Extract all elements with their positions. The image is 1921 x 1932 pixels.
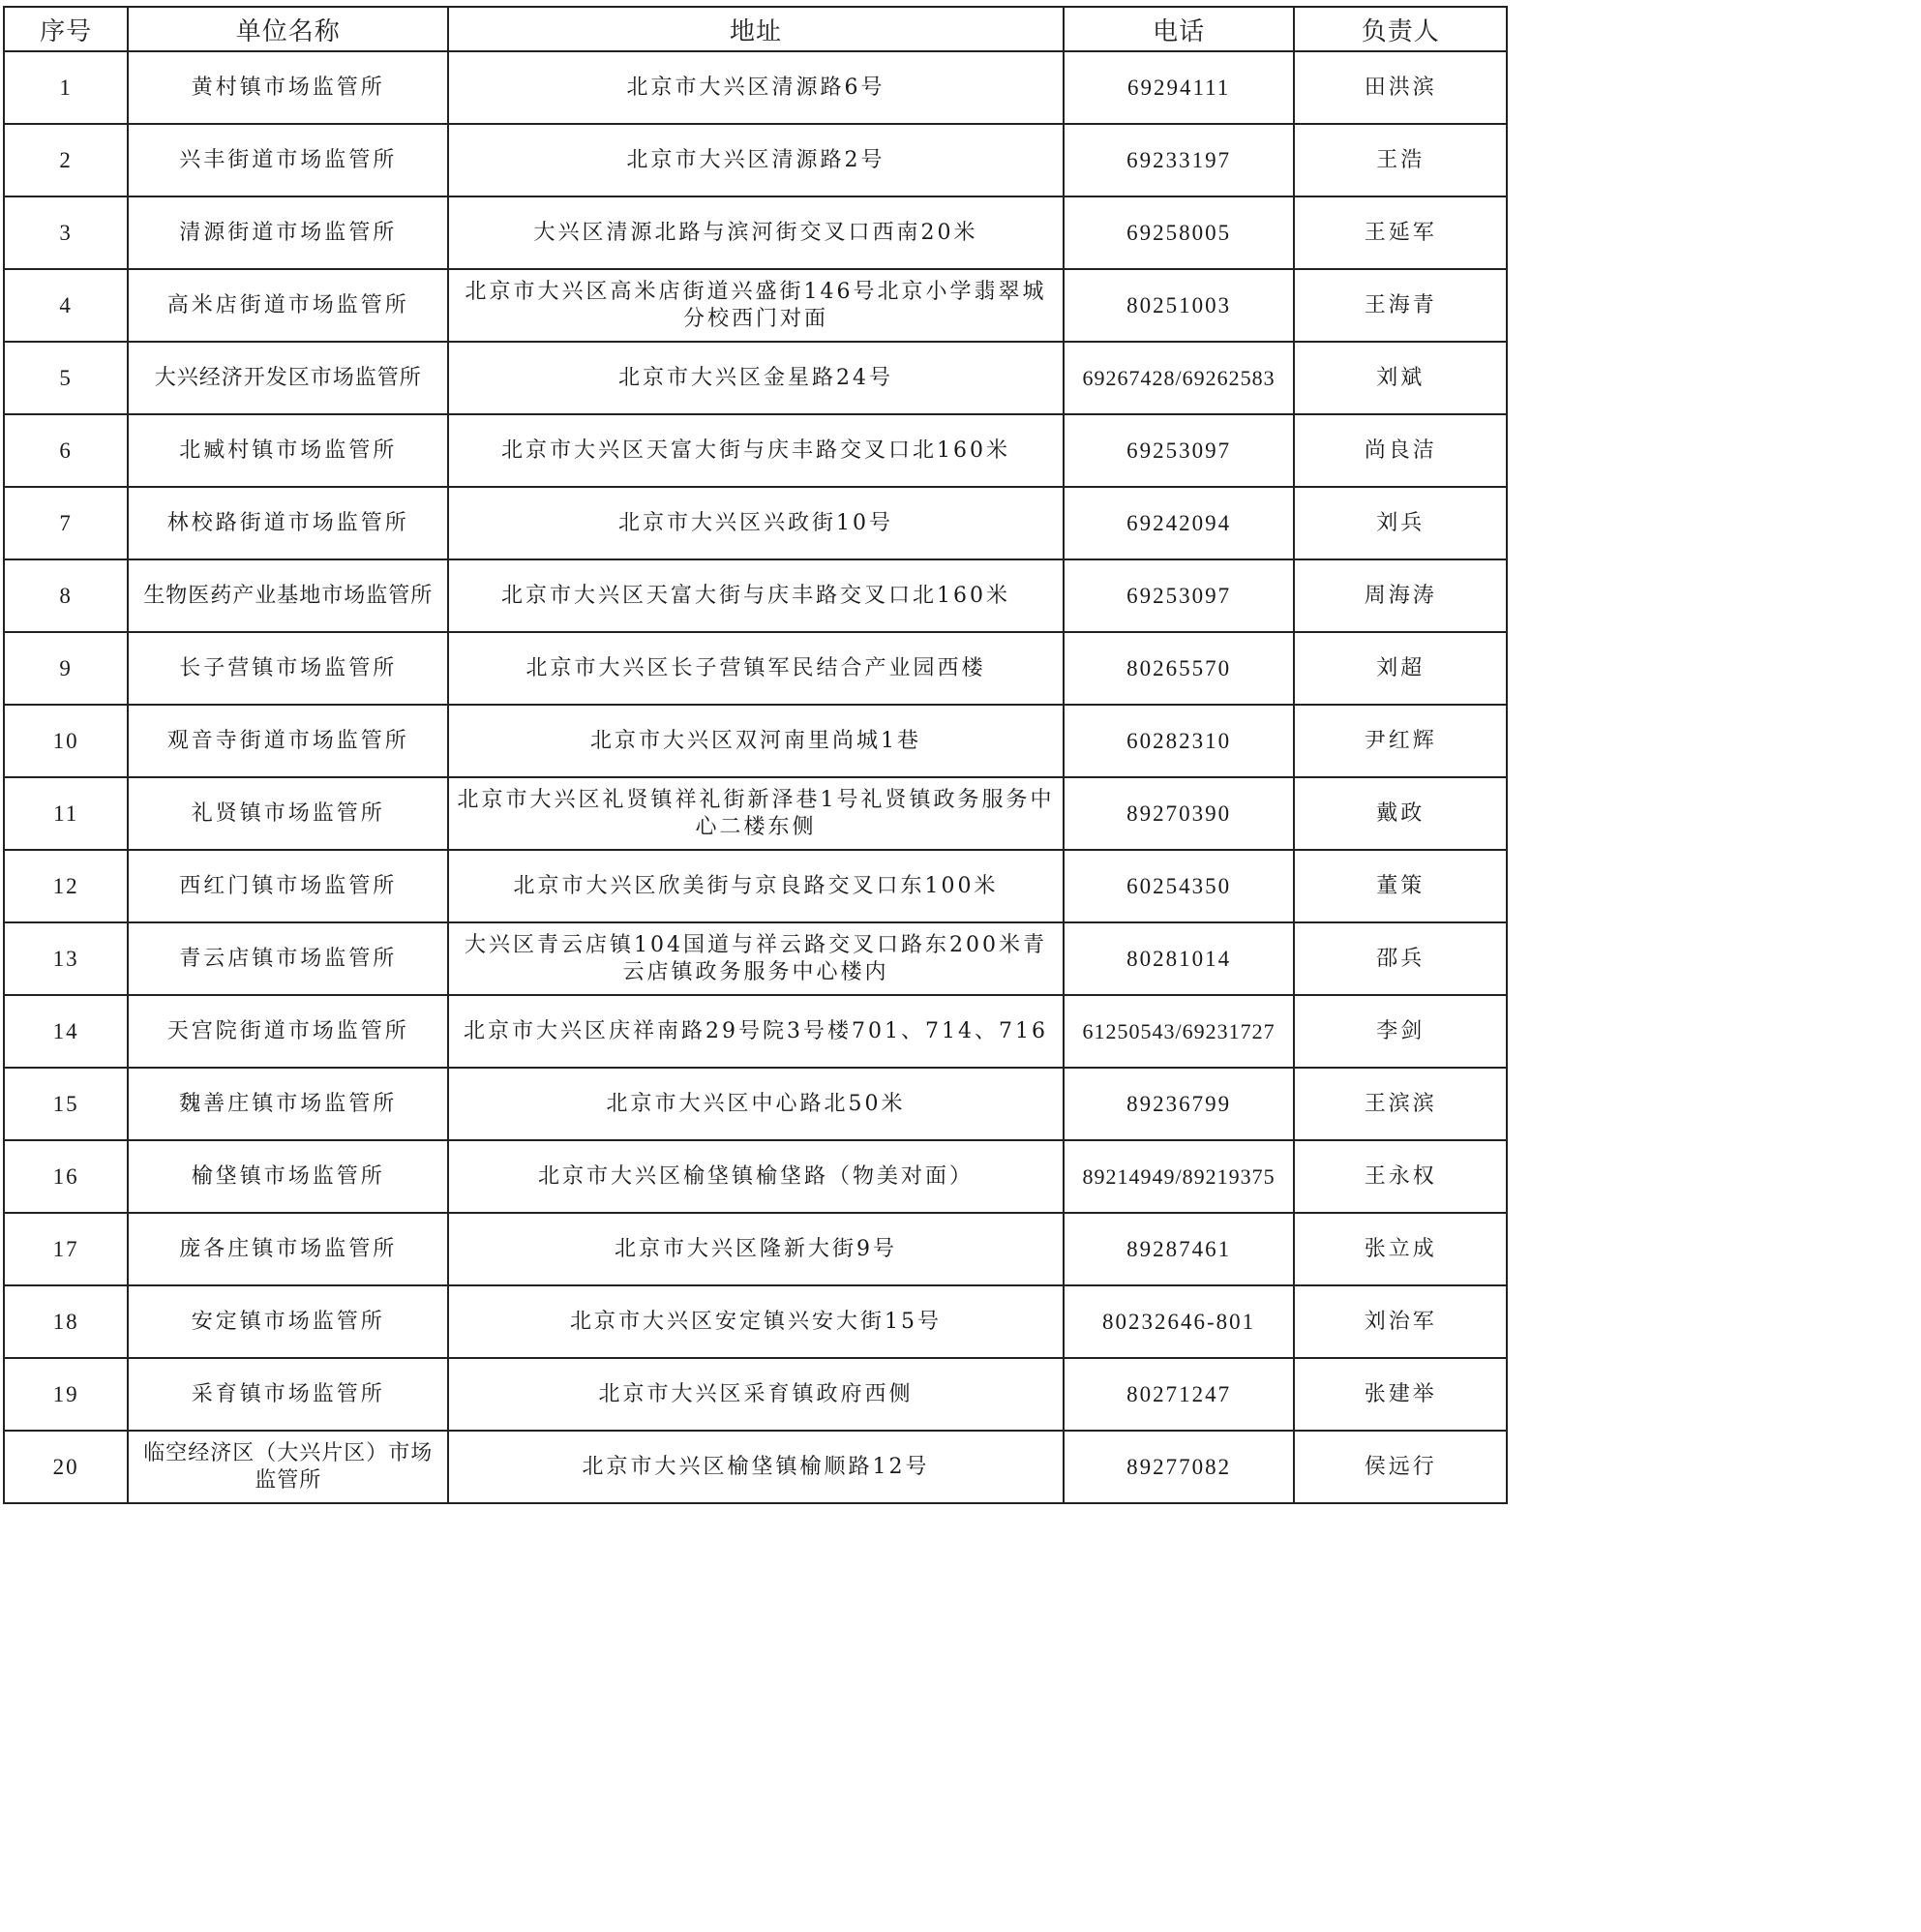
- cell-unit-name: 兴丰街道市场监管所: [128, 124, 448, 196]
- cell-unit-name: 西红门镇市场监管所: [128, 850, 448, 922]
- cell-person-in-charge: 张建举: [1294, 1358, 1507, 1431]
- cell-person-in-charge: 刘斌: [1294, 342, 1507, 414]
- cell-phone: 69267428/69262583: [1064, 342, 1295, 414]
- cell-phone: 69253097: [1064, 559, 1295, 632]
- cell-person-in-charge: 王滨滨: [1294, 1068, 1507, 1140]
- cell-address: 北京市大兴区安定镇兴安大街15号: [448, 1285, 1064, 1358]
- cell-address: 北京市大兴区榆垡镇榆垡路（物美对面）: [448, 1140, 1064, 1213]
- cell-phone: 69258005: [1064, 196, 1295, 269]
- cell-person-in-charge: 周海涛: [1294, 559, 1507, 632]
- cell-address: 北京市大兴区榆垡镇榆顺路12号: [448, 1431, 1064, 1503]
- table-row: [4, 632, 1507, 705]
- cell-person-in-charge: 田洪滨: [1294, 51, 1507, 124]
- cell-address: 北京市大兴区长子营镇军民结合产业园西楼: [448, 632, 1064, 705]
- table-row: [4, 414, 1507, 487]
- cell-unit-name: 黄村镇市场监管所: [128, 51, 448, 124]
- table-row: [4, 1431, 1507, 1503]
- cell-person-in-charge: 李剑: [1294, 995, 1507, 1068]
- cell-seq: 1: [4, 51, 128, 124]
- header-phone: 电话: [1064, 7, 1295, 51]
- cell-seq: 3: [4, 196, 128, 269]
- cell-unit-name: 林校路街道市场监管所: [128, 487, 448, 559]
- cell-seq: 13: [4, 922, 128, 995]
- cell-seq: 2: [4, 124, 128, 196]
- cell-person-in-charge: 王海青: [1294, 269, 1507, 342]
- cell-unit-name: 礼贤镇市场监管所: [128, 777, 448, 850]
- cell-address: 北京市大兴区采育镇政府西侧: [448, 1358, 1064, 1431]
- cell-address: 北京市大兴区中心路北50米: [448, 1068, 1064, 1140]
- cell-person-in-charge: 王延军: [1294, 196, 1507, 269]
- cell-person-in-charge: 刘治军: [1294, 1285, 1507, 1358]
- header-person-in-charge: 负责人: [1294, 7, 1507, 51]
- cell-person-in-charge: 王浩: [1294, 124, 1507, 196]
- cell-address: 北京市大兴区礼贤镇祥礼街新泽巷1号礼贤镇政务服务中心二楼东侧: [448, 777, 1064, 850]
- cell-address: 北京市大兴区高米店街道兴盛街146号北京小学翡翠城分校西门对面: [448, 269, 1064, 342]
- cell-unit-name: 采育镇市场监管所: [128, 1358, 448, 1431]
- cell-phone: 69253097: [1064, 414, 1295, 487]
- table-row: [4, 995, 1507, 1068]
- cell-address: 北京市大兴区清源路6号: [448, 51, 1064, 124]
- cell-seq: 14: [4, 995, 128, 1068]
- cell-unit-name: 榆垡镇市场监管所: [128, 1140, 448, 1213]
- table-row: [4, 1140, 1507, 1213]
- cell-phone: 69233197: [1064, 124, 1295, 196]
- cell-unit-name: 安定镇市场监管所: [128, 1285, 448, 1358]
- cell-unit-name: 北臧村镇市场监管所: [128, 414, 448, 487]
- cell-phone: 60282310: [1064, 705, 1295, 777]
- market-supervision-offices-table: [3, 6, 1508, 1504]
- cell-seq: 16: [4, 1140, 128, 1213]
- table-row: [4, 1358, 1507, 1431]
- cell-address: 北京市大兴区天富大街与庆丰路交叉口北160米: [448, 414, 1064, 487]
- header-unit-name: 单位名称: [128, 7, 448, 51]
- cell-person-in-charge: 尚良洁: [1294, 414, 1507, 487]
- cell-seq: 8: [4, 559, 128, 632]
- cell-address: 北京市大兴区清源路2号: [448, 124, 1064, 196]
- cell-person-in-charge: 董策: [1294, 850, 1507, 922]
- cell-phone: 80251003: [1064, 269, 1295, 342]
- table-row: [4, 1213, 1507, 1285]
- table-row: [4, 850, 1507, 922]
- table-row: [4, 1068, 1507, 1140]
- cell-phone: 89214949/89219375: [1064, 1140, 1295, 1213]
- table-body: [4, 51, 1507, 1503]
- cell-address: 大兴区清源北路与滨河街交叉口西南20米: [448, 196, 1064, 269]
- table-row: [4, 124, 1507, 196]
- cell-phone: 89277082: [1064, 1431, 1295, 1503]
- cell-seq: 20: [4, 1431, 128, 1503]
- cell-phone: 80265570: [1064, 632, 1295, 705]
- cell-unit-name: 高米店街道市场监管所: [128, 269, 448, 342]
- cell-seq: 11: [4, 777, 128, 850]
- cell-seq: 5: [4, 342, 128, 414]
- cell-seq: 4: [4, 269, 128, 342]
- cell-person-in-charge: 邵兵: [1294, 922, 1507, 995]
- cell-unit-name: 天宫院街道市场监管所: [128, 995, 448, 1068]
- cell-phone: 69242094: [1064, 487, 1295, 559]
- cell-seq: 10: [4, 705, 128, 777]
- cell-unit-name: 大兴经济开发区市场监管所: [128, 342, 448, 414]
- header-row: [4, 7, 1507, 51]
- table-row: [4, 342, 1507, 414]
- table-row: [4, 559, 1507, 632]
- cell-phone: 69294111: [1064, 51, 1295, 124]
- cell-phone: 80232646-801: [1064, 1285, 1295, 1358]
- cell-address: 北京市大兴区庆祥南路29号院3号楼701、714、716: [448, 995, 1064, 1068]
- cell-unit-name: 长子营镇市场监管所: [128, 632, 448, 705]
- cell-unit-name: 青云店镇市场监管所: [128, 922, 448, 995]
- cell-phone: 89270390: [1064, 777, 1295, 850]
- cell-person-in-charge: 尹红辉: [1294, 705, 1507, 777]
- cell-phone: 80281014: [1064, 922, 1295, 995]
- cell-person-in-charge: 刘兵: [1294, 487, 1507, 559]
- cell-unit-name: 临空经济区（大兴片区）市场监管所: [128, 1431, 448, 1503]
- cell-person-in-charge: 张立成: [1294, 1213, 1507, 1285]
- table-row: [4, 705, 1507, 777]
- cell-unit-name: 清源街道市场监管所: [128, 196, 448, 269]
- cell-address: 北京市大兴区欣美街与京良路交叉口东100米: [448, 850, 1064, 922]
- cell-seq: 9: [4, 632, 128, 705]
- cell-unit-name: 观音寺街道市场监管所: [128, 705, 448, 777]
- cell-address: 北京市大兴区金星路24号: [448, 342, 1064, 414]
- cell-phone: 89236799: [1064, 1068, 1295, 1140]
- cell-phone: 89287461: [1064, 1213, 1295, 1285]
- cell-seq: 19: [4, 1358, 128, 1431]
- cell-phone: 61250543/69231727: [1064, 995, 1295, 1068]
- cell-unit-name: 魏善庄镇市场监管所: [128, 1068, 448, 1140]
- cell-seq: 6: [4, 414, 128, 487]
- table-row: [4, 922, 1507, 995]
- cell-unit-name: 庞各庄镇市场监管所: [128, 1213, 448, 1285]
- cell-seq: 15: [4, 1068, 128, 1140]
- table-header: [4, 7, 1507, 51]
- cell-phone: 80271247: [1064, 1358, 1295, 1431]
- table-row: [4, 196, 1507, 269]
- cell-address: 大兴区青云店镇104国道与祥云路交叉口路东200米青云店镇政务服务中心楼内: [448, 922, 1064, 995]
- table-row: [4, 1285, 1507, 1358]
- cell-address: 北京市大兴区隆新大街9号: [448, 1213, 1064, 1285]
- header-seq: 序号: [4, 7, 128, 51]
- cell-person-in-charge: 刘超: [1294, 632, 1507, 705]
- cell-seq: 12: [4, 850, 128, 922]
- cell-person-in-charge: 侯远行: [1294, 1431, 1507, 1503]
- cell-seq: 7: [4, 487, 128, 559]
- table-row: [4, 777, 1507, 850]
- cell-address: 北京市大兴区兴政街10号: [448, 487, 1064, 559]
- cell-address: 北京市大兴区天富大街与庆丰路交叉口北160米: [448, 559, 1064, 632]
- cell-phone: 60254350: [1064, 850, 1295, 922]
- cell-person-in-charge: 戴政: [1294, 777, 1507, 850]
- table-row: [4, 51, 1507, 124]
- cell-unit-name: 生物医药产业基地市场监管所: [128, 559, 448, 632]
- table-row: [4, 269, 1507, 342]
- table-row: [4, 487, 1507, 559]
- cell-seq: 18: [4, 1285, 128, 1358]
- cell-seq: 17: [4, 1213, 128, 1285]
- cell-address: 北京市大兴区双河南里尚城1巷: [448, 705, 1064, 777]
- header-address: 地址: [448, 7, 1064, 51]
- cell-person-in-charge: 王永权: [1294, 1140, 1507, 1213]
